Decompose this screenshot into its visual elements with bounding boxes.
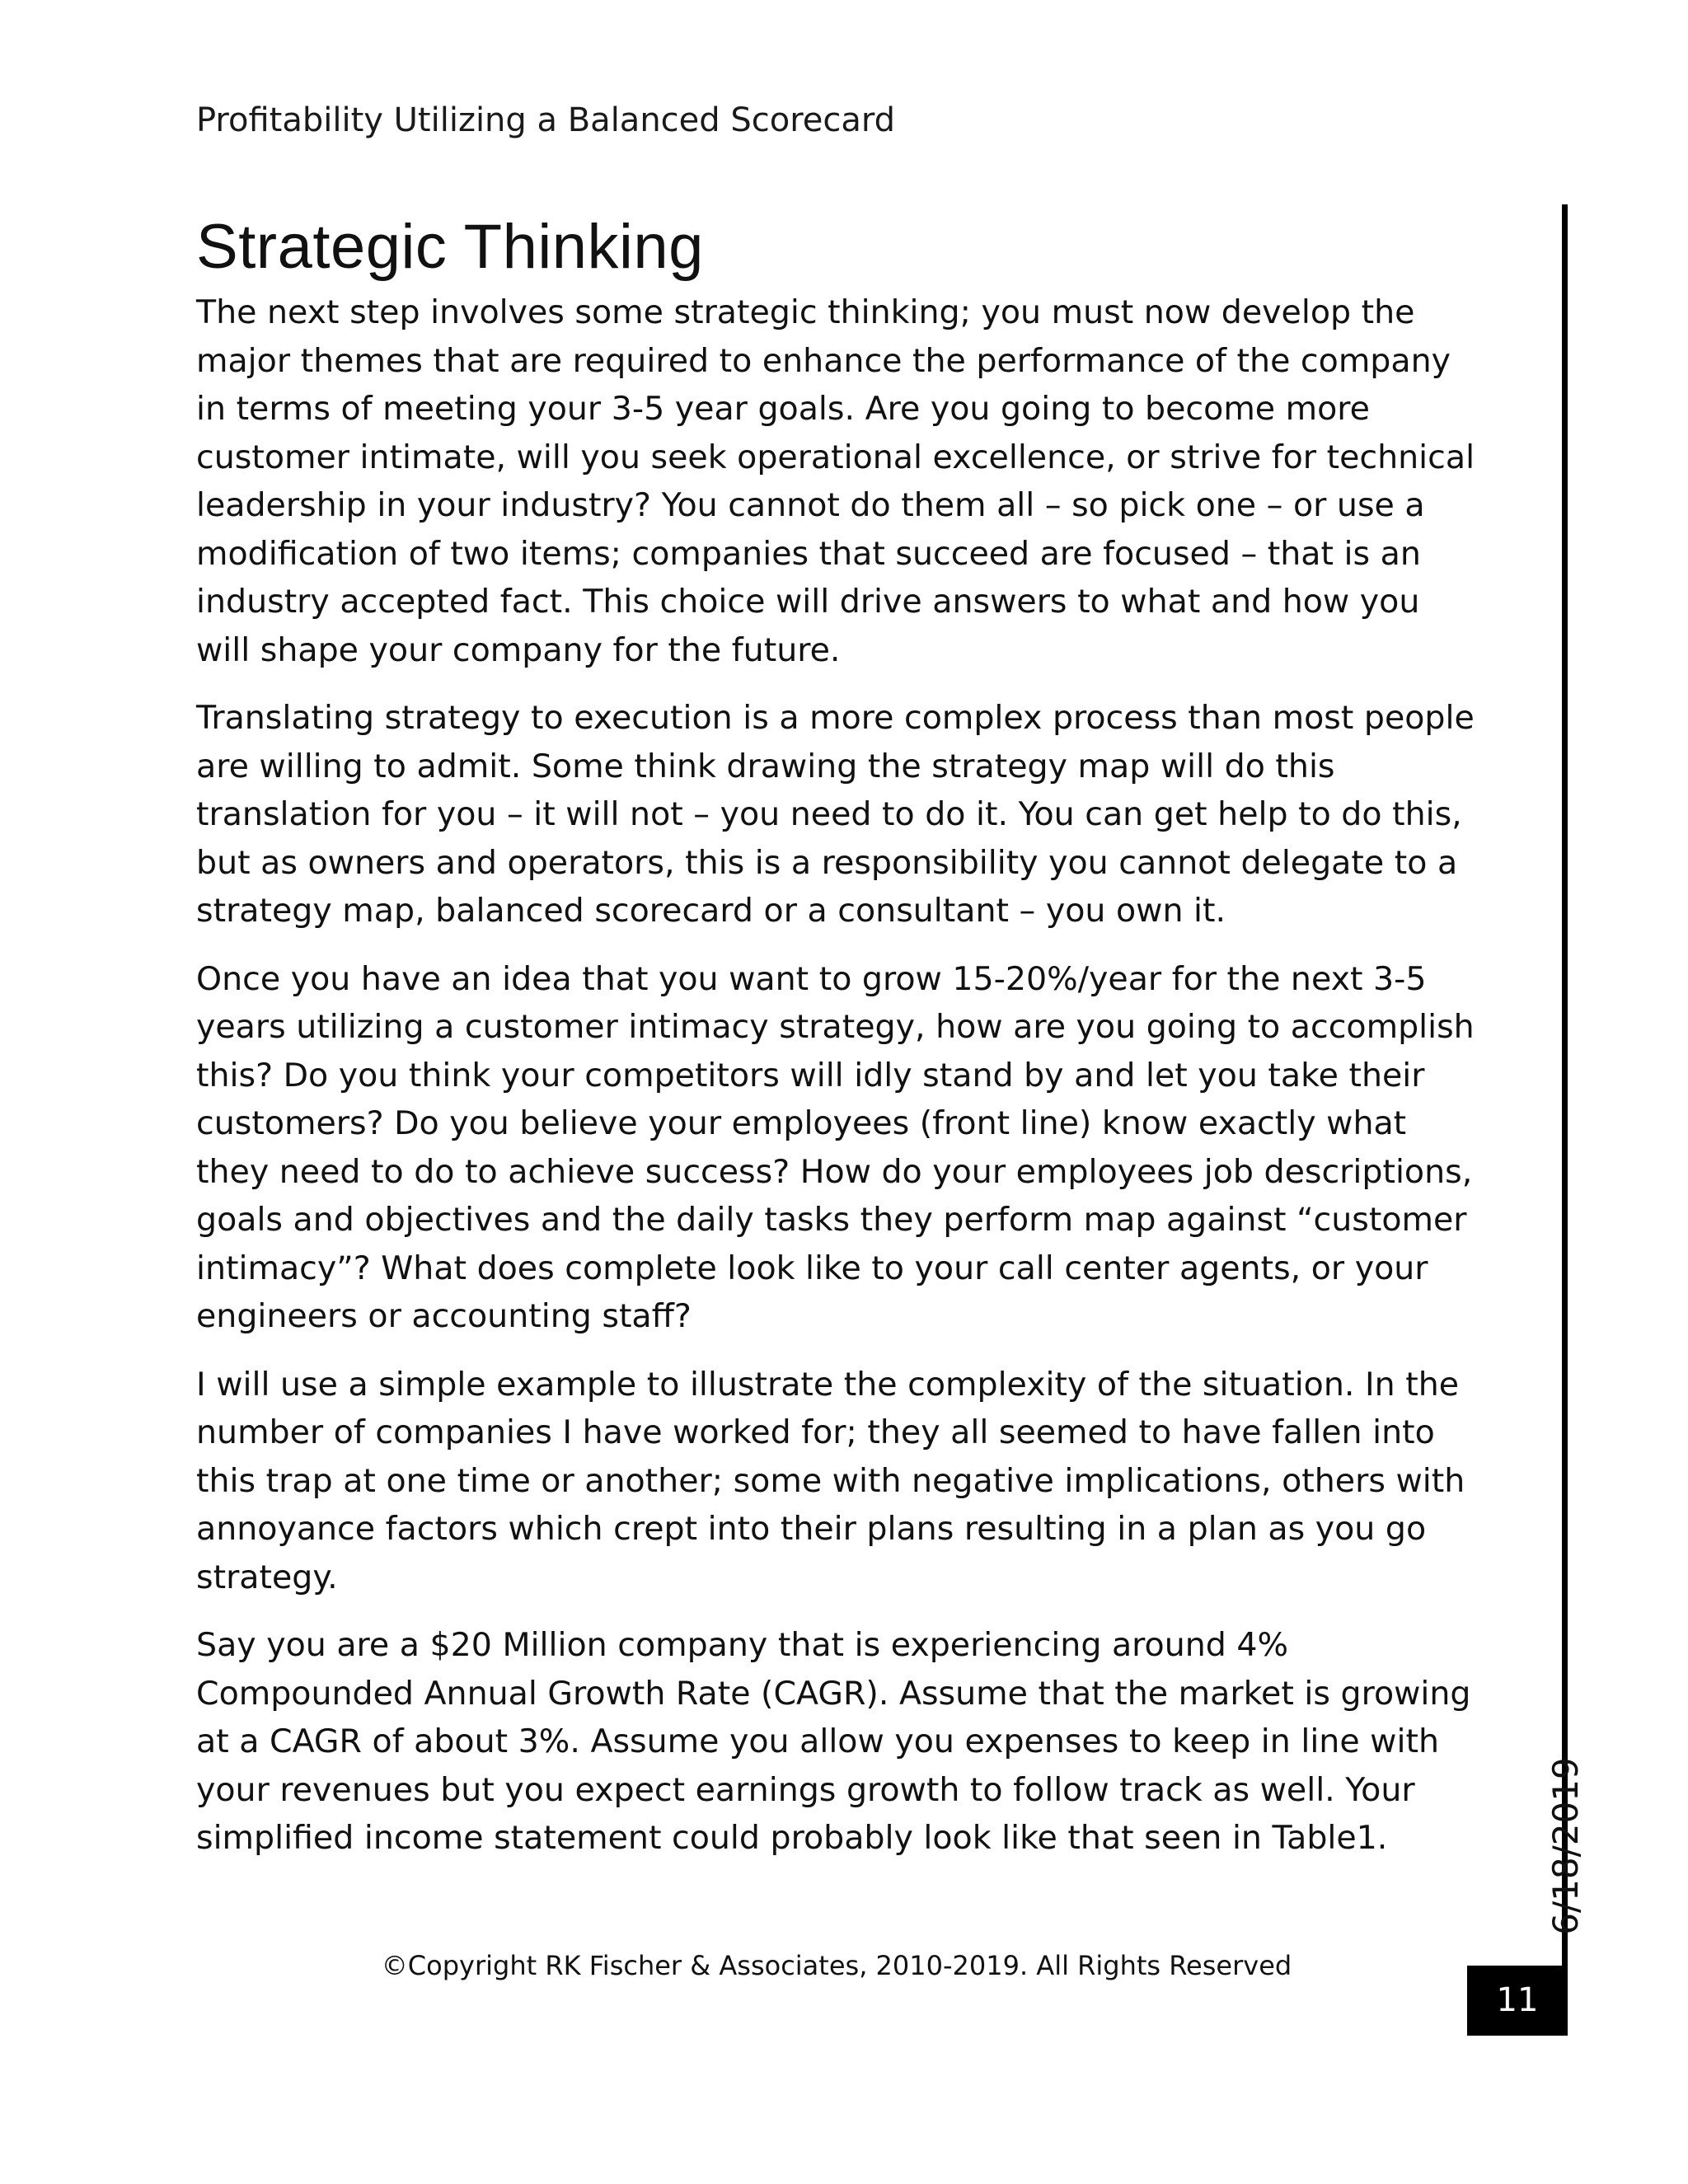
paragraph-simple-example: I will use a simple example to illustrate the complexity of the situation. In the number of companies I have worked for; they all seemed to have fallen into this trap at one time or another; some with negative implications, others with annoyance factors which crept into their plans resulting in a plan as you go strategy. (196, 1365, 1465, 1596)
page-number: 11 (1467, 1966, 1568, 2036)
paragraph-growth-questions: Once you have an idea that you want to grow 15-20%/year for the next 3-5 years utilizing a customer intimacy strategy, how are you going to accomplish this? Do you think your competitors will idly stand by and let you take their customers? Do you believe your employees (front line) know exactly what they need to do to achieve success? How do your employees job descriptions, goals and objectives and the daily tasks they perform map against “customer intimacy”? What does complete look like to your call center agents, or your engineers or accounting staff? (196, 959, 1475, 1335)
sidebar-date: 6/18/2019 (1545, 1757, 1586, 1935)
main-content (196, 206, 1482, 1882)
running-header: Profitability Utilizing a Balanced Scorecard (196, 101, 896, 139)
sidebar-divider (1562, 204, 1568, 1976)
paragraph-strategy-execution: Translating strategy to execution is a more complex process than most people are willing to admit. Some think drawing the strategy map will do this translation for you – it will not – you need to do it. You can get help to do this, but as owners and operators, this is a responsibility you cannot delegate to a strategy map, balanced scorecard or a consultant – you own it. (196, 699, 1475, 930)
paragraph-cagr-example: Say you are a $20 Million company that is experiencing around 4% Compounded Annual Growth Rate (CAGR). Assume that the market is growing at a CAGR of about 3%. Assume you allow you expenses to keep in line with your revenues but you expect earnings growth to follow track as well. Your simplified income statement could probably look like that seen in Table1. (196, 1626, 1471, 1857)
footer-copyright: ©Copyright RK Fischer & Associates, 2010-2019. All Rights Reserved (381, 1950, 1292, 1981)
section-title: Strategic Thinking (196, 212, 704, 282)
paragraph-strategic-themes: The next step involves some strategic thinking; you must now develop the major themes that are required to enhance the performance of the company in terms of meeting your 3-5 year goals. Are you going to become more customer intimate, will you seek operational excellence, or strive for technical leadership in your industry? You cannot do them all – so pick one – or use a modification of two items; companies that succeed are focused – that is an industry accepted fact. This choice will drive answers to what and how you will shape your company for the future. (196, 293, 1475, 669)
